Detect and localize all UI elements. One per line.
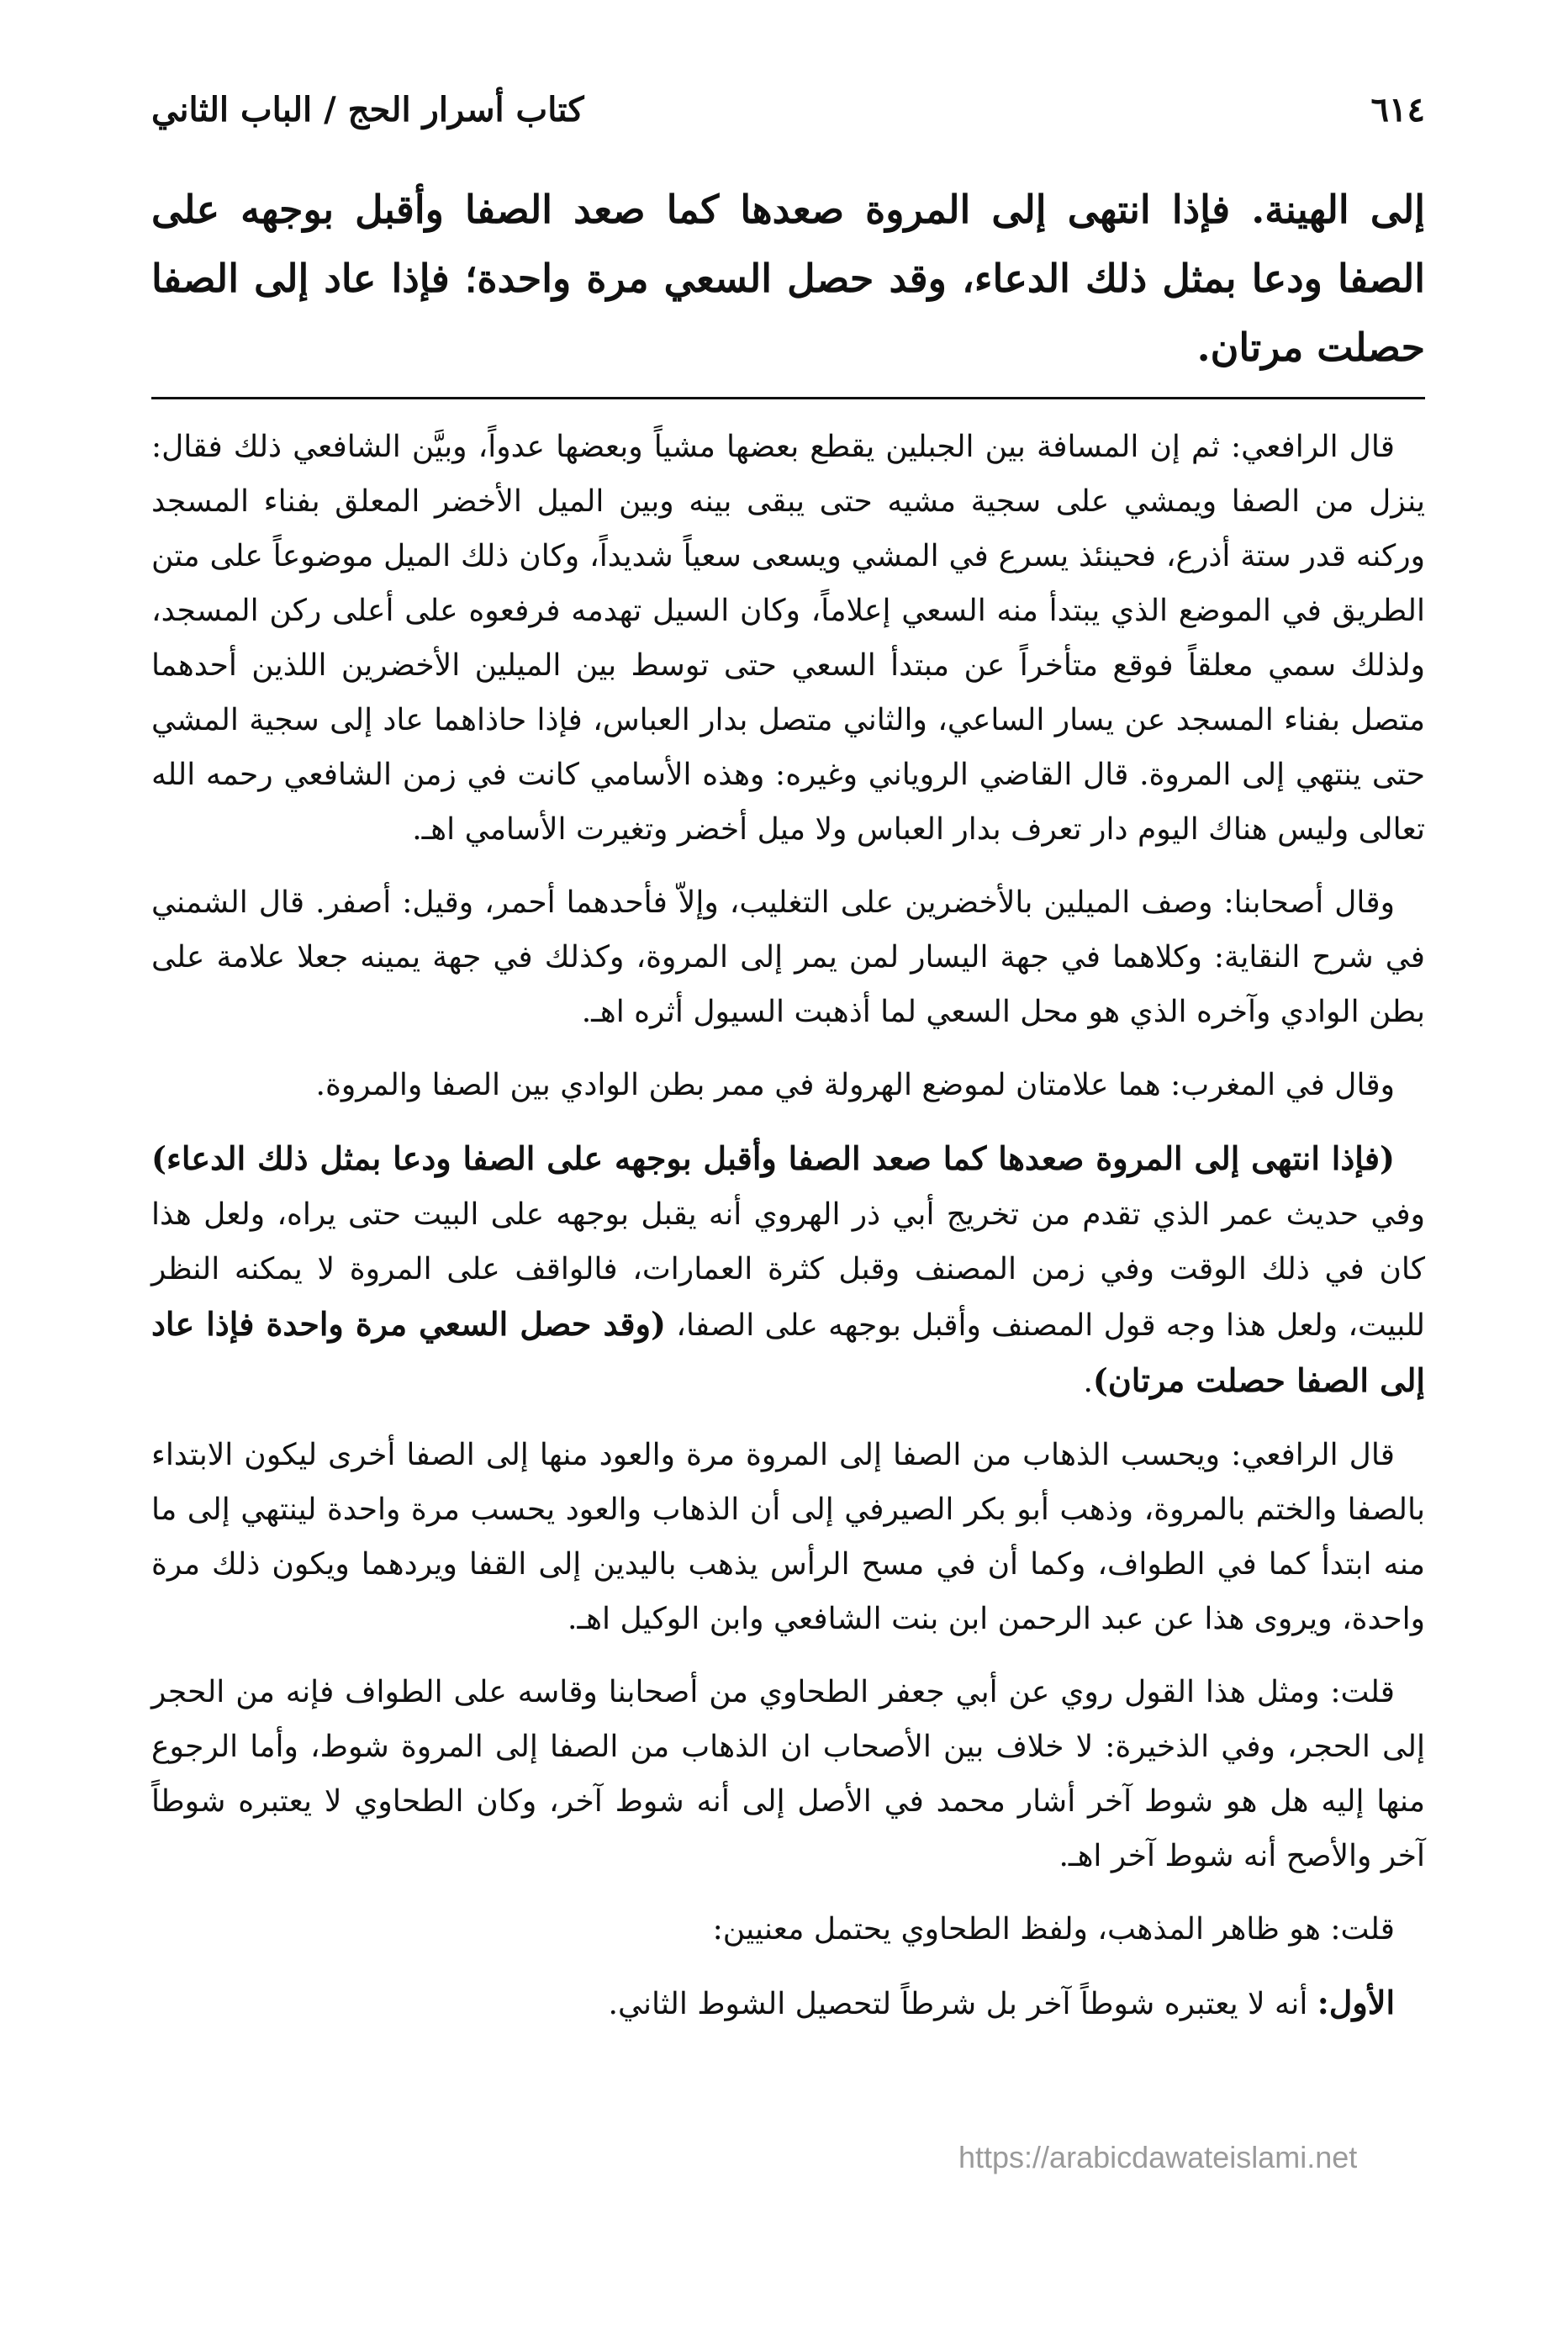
- main-text: [151, 175, 1425, 382]
- commentary-paragraph-4-text: وفي حديث عمر الذي تقدم من تخريج أبي ذر الهروي أنه يقبل بوجهه على البيت حتى يراه، ولعل هذا كان في ذلك الوقت وفي زمن المصنف وقبل كثرة العمارات، فالواقف على المروة لا يمكنه النظر للبيت، ولعل هذا وجه قول المصنف وأقبل بوجهه على الصفا،: [151, 1197, 1426, 1343]
- divider-line: [151, 397, 1425, 399]
- commentary-paragraph-4: [151, 1131, 1425, 1409]
- quoted-matn-1: (فإذا انتهى إلى المروة صعدها كما صعد الصفا وأقبل بوجهه على الصفا ودعا بمثل ذلك الدعاء): [151, 1139, 1395, 1177]
- book-page: [151, 76, 1425, 2050]
- page-number: ٦١٤: [1370, 89, 1425, 129]
- commentary-paragraph-4-end: .: [1083, 1365, 1093, 1399]
- quoted-matn-2: (وقد حصل السعي مرة واحدة فإذا عاد إلى الصفا حصلت مرتان): [151, 1305, 1425, 1399]
- first-meaning-text: أنه لا يعتبره شوطاً آخر بل شرطاً لتحصيل الشوط الثاني.: [608, 1987, 1317, 2021]
- commentary-paragraph-6: قلت: ومثل هذا القول روي عن أبي جعفر الطحاوي من أصحابنا وقاسه على الطواف فإنه من الحجر إلى الحجر، وفي الذخيرة: لا خلاف بين الأصحاب ان الذهاب من الصفا إلى المروة شوط، وأما الرجوع منها إليه هل هو شوط آخر أشار محمد في الأصل إلى أنه شوط آخر، وكان الطحاوي لا يعتبره شوطاً آخر والأصح أنه شوط آخر اهـ.: [151, 1675, 1425, 1873]
- main-text-paragraph: إلى الهينة. فإذا انتهى إلى المروة صعدها كما صعد الصفا وأقبل بوجهه على الصفا ودعا بمثل ذلك الدعاء، وقد حصل السعي مرة واحدة؛ فإذا عاد إلى الصفا حصلت مرتان.: [151, 187, 1425, 370]
- first-meaning-label: الأول:: [1317, 1984, 1395, 2021]
- commentary-paragraph-3: وقال في المغرب: هما علامتان لموضع الهرولة في ممر بطن الوادي بين الصفا والمروة.: [315, 1068, 1395, 1102]
- running-title: كتاب أسرار الحج / الباب الثاني: [151, 89, 584, 129]
- commentary-paragraph-7: قلت: هو ظاهر المذهب، ولفظ الطحاوي يحتمل معنيين:: [712, 1912, 1395, 1947]
- watermark-url: https://arabicdawateislami.net: [958, 2140, 1358, 2174]
- commentary-paragraph-8: [151, 1975, 1425, 2031]
- commentary-paragraph-5: قال الرافعي: ويحسب الذهاب من الصفا إلى المروة مرة والعود منها إلى الصفا أخرى ليكون الابتداء بالصفا والختم بالمروة، وذهب أبو بكر الصيرفي إلى أن الذهاب والعود يحسب مرة واحدة لينتهي إلى ما منه ابتدأ كما في الطواف، وكما أن في مسح الرأس يذهب باليدين إلى القفا ويردهما ويكون ذلك مرة واحدة، ويروى هذا عن عبد الرحمن ابن بنت الشافعي وابن الوكيل اهـ.: [151, 1438, 1425, 1636]
- commentary-paragraph-2: وقال أصحابنا: وصف الميلين بالأخضرين على التغليب، وإلاّ فأحدهما أحمر، وقيل: أصفر. قال الشمني في شرح النقاية: وكلاهما في جهة اليسار لمن يمر إلى المروة، وكذلك في جهة يمينه جعلا علامة على بطن الوادي وآخره الذي هو محل السعي لما أذهبت السيول أثره اهـ.: [151, 885, 1425, 1029]
- commentary-paragraph-1: قال الرافعي: ثم إن المسافة بين الجبلين يقطع بعضها مشياً وبعضها عدواً، وبيَّن الشافعي ذلك فقال: ينزل من الصفا ويمشي على سجية مشيه حتى يبقى بينه وبين الميل الأخضر المعلق بفناء المسجد وركنه قدر ستة أذرع، فحينئذ يسرع في المشي ويسعى سعياً شديداً، وكان ذلك الميل موضوعاً على متن الطريق في الموضع الذي يبتدأ منه السعي إعلاماً، وكان السيل تهدمه فرفعوه على أعلى ركن المسجد، ولذلك سمي معلقاً فوقع متأخراً عن مبتدأ السعي حتى توسط بين الميلين الأخضرين اللذين أحدهما متصل بفناء المسجد عن يسار الساعي، والثاني متصل بدار العباس، فإذا حاذاهما عاد إلى سجية المشي حتى ينتهي إلى المروة. قال القاضي الروياني وغيره: وهذه الأسامي كانت في زمن الشافعي رحمه الله تعالى وليس هناك اليوم دار تعرف بدار العباس ولا ميل أخضر وتغيرت الأسامي اهـ.: [151, 430, 1425, 847]
- page-header: [151, 76, 1425, 143]
- commentary: [151, 420, 1425, 2031]
